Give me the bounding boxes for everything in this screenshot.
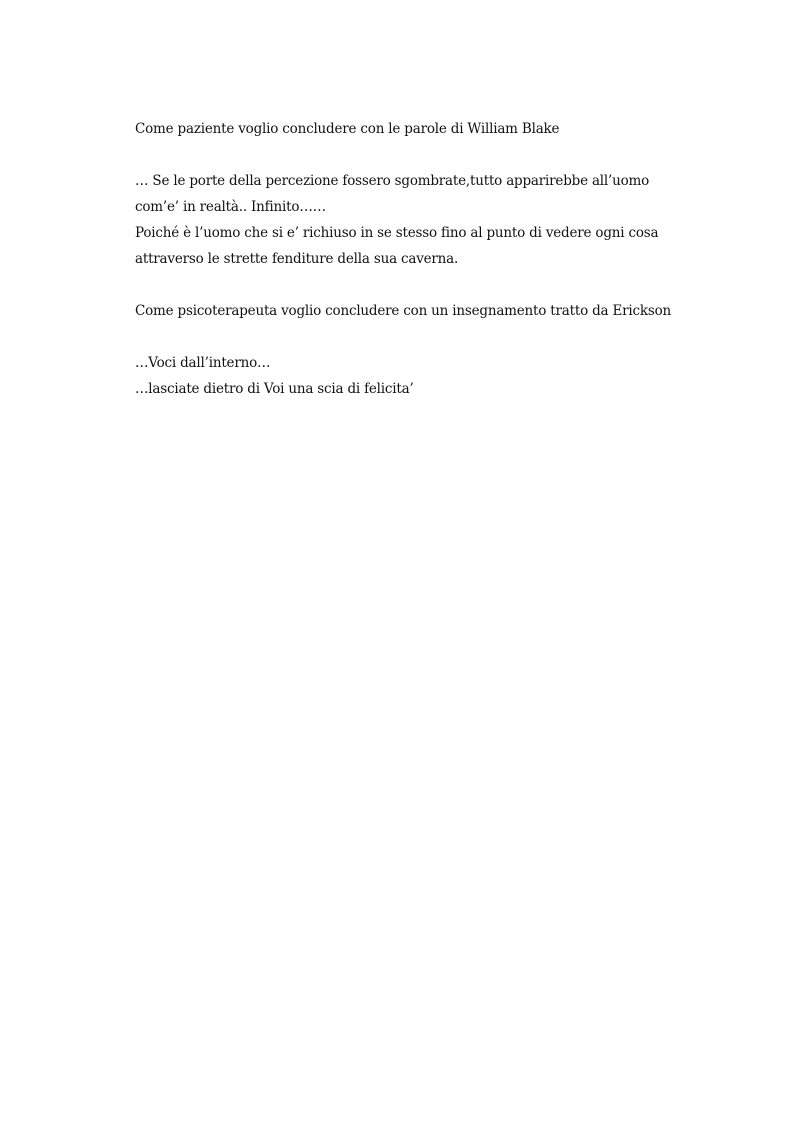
erickson-quote-paragraph (135, 350, 755, 402)
psychotherapist-intro-line: Come psicoterapeuta voglio concludere con un insegnamento tratto da Erickson (135, 303, 671, 319)
paragraph-spacer (135, 142, 755, 168)
erickson-quote-line-2: …lasciate dietro di Voi una scia di felicita’ (135, 381, 414, 397)
paragraph-spacer (135, 324, 755, 350)
paragraph-spacer (135, 272, 755, 298)
psychotherapist-intro-paragraph (135, 298, 755, 324)
patient-intro-line: Come paziente voglio concludere con le parole di William Blake (135, 121, 560, 137)
blake-quote-line-1: … Se le porte della percezione fossero sgombrate,tutto apparirebbe all’uomo (135, 173, 650, 189)
patient-intro-paragraph (135, 116, 755, 142)
document-body (135, 116, 755, 402)
blake-quote-line-3: Poiché è l’uomo che si e’ richiuso in se stesso fino al punto di vedere ogni cosa (135, 225, 659, 241)
blake-quote-paragraph (135, 168, 755, 272)
erickson-quote-line-1: …Voci dall’interno… (135, 355, 271, 371)
blake-quote-line-2: com’e’ in realtà.. Infinito…… (135, 199, 326, 215)
blake-quote-line-4: attraverso le strette fenditure della sua caverna. (135, 251, 459, 267)
